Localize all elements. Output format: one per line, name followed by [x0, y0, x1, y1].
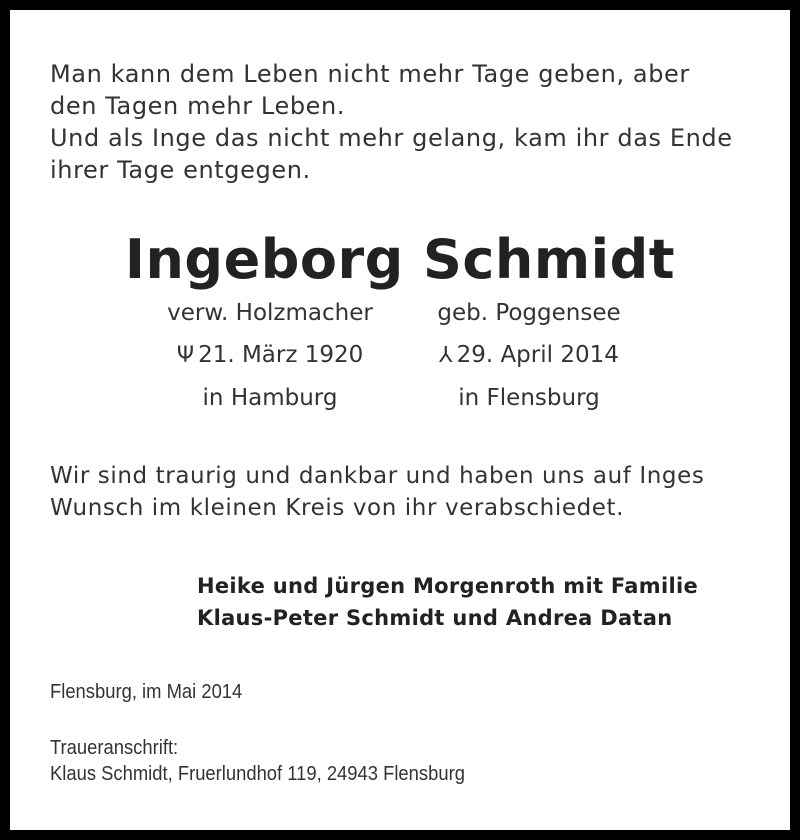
birth-column — [150, 292, 390, 419]
death-date: 29. April 2014 — [456, 342, 619, 368]
verse-line: den Tagen mehr Leben. — [50, 92, 346, 120]
message-line: Wunsch im kleinen Kreis von ihr verabschiedet. — [50, 495, 625, 521]
address-label: Traueranschrift: — [50, 737, 179, 759]
verse-line: Man kann dem Leben nicht mehr Tage geben, aber — [50, 60, 690, 88]
birth-rune-icon: Ψ — [176, 343, 195, 368]
obituary-card — [10, 10, 790, 830]
deceased-name: Ingeborg Schmidt — [124, 228, 676, 291]
maiden-name: geb. Poggensee — [437, 300, 621, 326]
birth-place: in Hamburg — [202, 385, 338, 411]
message-line: Wir sind traurig und dankbar und haben uns auf Inges — [50, 463, 705, 489]
verse-line: Und als Inge das nicht mehr gelang, kam ihr das Ende — [50, 124, 733, 152]
birth-date: 21. März 1920 — [198, 342, 364, 368]
death-column — [414, 292, 644, 419]
death-place: in Flensburg — [458, 385, 600, 411]
verse — [50, 58, 733, 186]
address: Klaus Schmidt, Fruerlundhof 119, 24943 Flensburg — [50, 763, 465, 785]
verse-line: ihrer Tage entgegen. — [50, 156, 311, 184]
family-signatures — [197, 570, 698, 634]
married-name: verw. Holzmacher — [167, 300, 373, 326]
family-line: Klaus-Peter Schmidt und Andrea Datan — [197, 606, 673, 630]
family-line: Heike und Jürgen Morgenroth mit Familie — [197, 574, 698, 598]
place-date: Flensburg, im Mai 2014 — [50, 681, 243, 703]
message — [50, 460, 704, 524]
death-rune-icon: ⅄ — [439, 343, 453, 368]
